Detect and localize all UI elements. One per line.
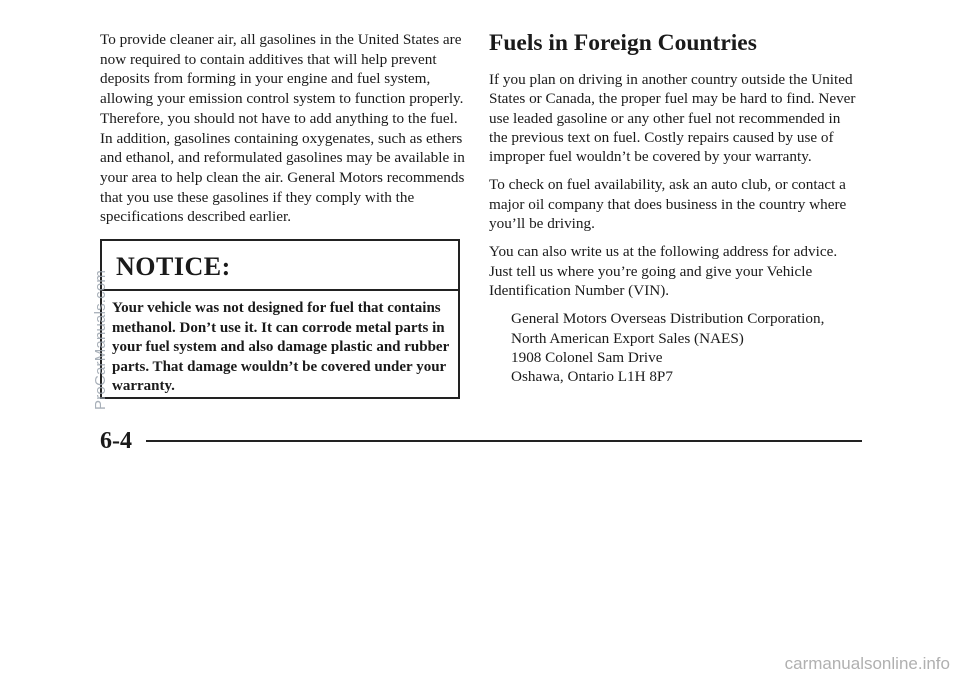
notice-title: NOTICE:: [116, 252, 231, 281]
address-line: General Motors Overseas Distribution Corporation,: [511, 310, 825, 328]
footer-rule: [146, 440, 862, 442]
bottom-watermark: carmanualsonline.info: [784, 654, 950, 673]
side-watermark: ProCarManuals.com: [92, 269, 109, 410]
section-heading: Fuels in Foreign Countries: [489, 30, 757, 56]
mailing-address: [511, 309, 859, 386]
notice-body: Your vehicle was not designed for fuel that contains methanol. Don’t use it. It can corrode metal parts in your fuel system and also damage plastic and rubber parts. That damage wouldn’t be covered under your warranty.: [112, 300, 449, 394]
left-column: [100, 30, 465, 227]
foreign-fuel-paragraph: If you plan on driving in another country outside the United States or Canada, the proper fuel may be hard to find. Never use leaded gasoline or any other fuel not recommended in the previous text on fuel. Costly repairs caused by use of improper fuel wouldn’t be covered by your warranty.: [489, 71, 856, 166]
right-column: [489, 28, 859, 386]
notice-box: [100, 239, 460, 399]
page-number: 6-4: [100, 428, 132, 454]
gasoline-additives-paragraph: To provide cleaner air, all gasolines in the United States are now required to contain additives that will help prevent deposits from forming in your engine and fuel system, allowing your emission control system to function properly. Therefore, you should not have to add anything to the fuel. In addition, gasolines containing oxygenates, such as ethers and ethanol, and reformulated gasolines may be available in your area to help clean the air. General Motors recommends that you use these gasolines if they comply with the specifications described earlier.: [100, 31, 465, 226]
address-line: North American Export Sales (NAES): [511, 329, 744, 347]
address-line: Oshawa, Ontario L1H 8P7: [511, 368, 673, 386]
write-us-paragraph: You can also write us at the following address for advice. Just tell us where you’re going and give your Vehicle Identification Number (VIN).: [489, 243, 838, 299]
fuel-availability-paragraph: To check on fuel availability, ask an auto club, or contact a major oil company that does business in the country where you’ll be driving.: [489, 176, 847, 233]
notice-header: [102, 241, 458, 291]
address-line: 1908 Colonel Sam Drive: [511, 348, 663, 366]
